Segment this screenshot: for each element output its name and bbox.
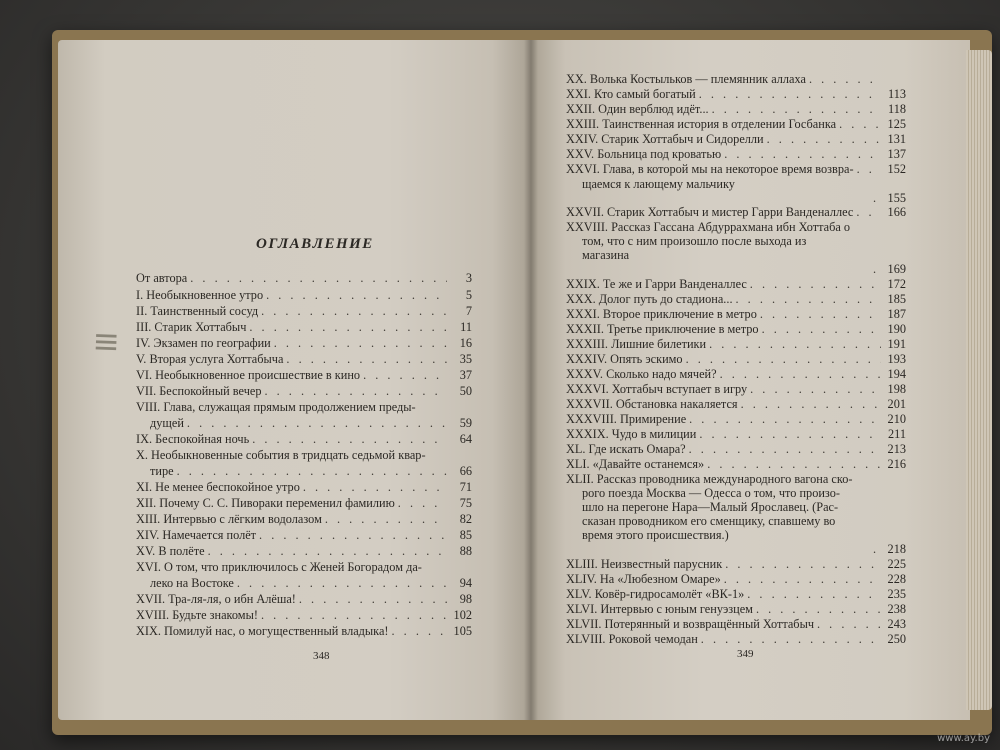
toc-title: ОГЛАВЛЕНИЕ bbox=[256, 236, 374, 252]
toc-entry: XLVIII. Роковой чемодан . . . 250 bbox=[566, 632, 906, 646]
toc-entry: дущей . . . 59 bbox=[150, 416, 472, 430]
toc-entry: XXX. Долог путь до стадиона... . . . 185 bbox=[566, 292, 906, 306]
page-number-right: 349 bbox=[737, 648, 754, 660]
toc-entry-line: XLII. Рассказ проводника международного вагона ско- bbox=[566, 472, 853, 486]
book-gutter bbox=[524, 40, 538, 720]
toc-entry-line: X. Необыкновенные события в тридцать седьмой квар- bbox=[136, 448, 426, 462]
toc-entry: XXIII. Таинственная история в отделении Госбанка . . . 125 bbox=[566, 117, 906, 131]
toc-entry: XXXVII. Обстановка накаляется . . . 201 bbox=[566, 397, 906, 411]
toc-entry: XIV. Намечается полёт . . . 85 bbox=[136, 528, 472, 542]
toc-entry-line: XVI. О том, что приключилось с Женей Богорадом да- bbox=[136, 560, 422, 574]
toc-entry: XXXIX. Чудо в милиции . . . 211 bbox=[566, 427, 906, 441]
toc-entry: XXV. Больница под кроватью . . . 137 bbox=[566, 147, 906, 161]
toc-entry-line: шло на перегоне Нара—Малый Ярославец. (Рас- bbox=[582, 500, 839, 514]
toc-entry: XIII. Интервью с лёгким водолазом . . . 82 bbox=[136, 512, 472, 526]
toc-entry: XXII. Один верблюд идёт... . . . 118 bbox=[566, 102, 906, 116]
toc-entry: . . . 169 bbox=[870, 262, 906, 276]
toc-entry: тире . . . 66 bbox=[150, 464, 472, 478]
toc-entry: II. Таинственный сосуд . . . 7 bbox=[136, 304, 472, 318]
toc-entry: . . . 155 bbox=[870, 191, 906, 205]
toc-entry: IV. Экзамен по географии . . . 16 bbox=[136, 336, 472, 350]
toc-entry: XII. Почему С. С. Пивораки переменил фамилию . . . 75 bbox=[136, 496, 472, 510]
toc-entry: . . . 218 bbox=[870, 542, 906, 556]
toc-entry: XLVI. Интервью с юным генуэзцем . . . 238 bbox=[566, 602, 906, 616]
toc-entry: XXXI. Второе приключение в метро . . . 187 bbox=[566, 307, 906, 321]
toc-entry: XXVI. Глава, в которой мы на некоторое время возвра- . . . 152 bbox=[566, 162, 906, 176]
toc-entry-line: щаемся к лающему мальчику bbox=[582, 177, 735, 191]
toc-entry-line: VIII. Глава, служащая прямым продолжением преды- bbox=[136, 400, 416, 414]
toc-entry: XV. В полёте . . . 88 bbox=[136, 544, 472, 558]
toc-entry: XVIII. Будьте знакомы! . . . 102 bbox=[136, 608, 472, 622]
page-number-left: 348 bbox=[313, 650, 330, 662]
toc-entry: XI. Не менее беспокойное утро . . . 71 bbox=[136, 480, 472, 494]
toc-entry: III. Старик Хоттабыч . . . 11 bbox=[136, 320, 472, 334]
toc-entry: V. Вторая услуга Хоттабыча . . . 35 bbox=[136, 352, 472, 366]
toc-entry: XVII. Тра-ля-ля, о ибн Алёша! . . . 98 bbox=[136, 592, 472, 606]
toc-entry: XIX. Помилуй нас, о могущественный владыка! . . . 105 bbox=[136, 624, 472, 638]
toc-entry: VII. Беспокойный вечер . . . 50 bbox=[136, 384, 472, 398]
toc-entry: XLIII. Неизвестный парусник . . . 225 bbox=[566, 557, 906, 571]
page-edges bbox=[966, 50, 992, 710]
toc-entry: XXIX. Те же и Гарри Ванденаллес . . . 172 bbox=[566, 277, 906, 291]
toc-entry: XXXIII. Лишние билетики . . . 191 bbox=[566, 337, 906, 351]
toc-entry: XXXVI. Хоттабыч вступает в игру . . . 198 bbox=[566, 382, 906, 396]
toc-entry-line: сказан проводником его сменщику, спавшему во bbox=[582, 514, 836, 528]
toc-entry: XXXVIII. Примирение . . . 210 bbox=[566, 412, 906, 426]
toc-entry: От автора . . . 3 bbox=[136, 271, 472, 285]
toc-entry: XXVII. Старик Хоттабыч и мистер Гарри Ванденаллес . . . 166 bbox=[566, 205, 906, 219]
watermark-text: www.ay.by bbox=[937, 733, 990, 744]
toc-entry-line: магазина bbox=[582, 248, 630, 262]
toc-entry: XLIV. На «Любезном Омаре» . . . 228 bbox=[566, 572, 906, 586]
toc-entry: XX. Волька Костыльков — племянник аллаха . . . bbox=[566, 72, 906, 86]
toc-entry: XXXII. Третье приключение в метро . . . 190 bbox=[566, 322, 906, 336]
toc-entry: VI. Необыкновенное происшествие в кино . . . 37 bbox=[136, 368, 472, 382]
toc-entry: леко на Востоке . . . 94 bbox=[150, 576, 472, 590]
toc-entry-line: том, что с ним произошло после выхода из bbox=[582, 234, 807, 248]
pencil-margin-note: III bbox=[90, 333, 124, 354]
toc-entry: XXXV. Сколько надо мячей? . . . 194 bbox=[566, 367, 906, 381]
toc-entry: XXIV. Старик Хоттабыч и Сидорелли . . . 131 bbox=[566, 132, 906, 146]
toc-entry: XLI. «Давайте останемся» . . . 216 bbox=[566, 457, 906, 471]
toc-entry-line: рого поезда Москва — Одесса о том, что произо- bbox=[582, 486, 840, 500]
toc-entry-line: время этого происшествия.) bbox=[582, 528, 729, 542]
toc-entry: XL. Где искать Омара? . . . 213 bbox=[566, 442, 906, 456]
toc-entry-line: XXVIII. Рассказ Гассана Абдуррахмана ибн Хоттаба о bbox=[566, 220, 851, 234]
toc-entry: XXXIV. Опять эскимо . . . 193 bbox=[566, 352, 906, 366]
toc-entry: I. Необыкновенное утро . . . 5 bbox=[136, 288, 472, 302]
toc-entry: XLV. Ковёр-гидросамолёт «ВК-1» . . . 235 bbox=[566, 587, 906, 601]
toc-entry: XXI. Кто самый богатый . . . 113 bbox=[566, 87, 906, 101]
toc-entry: XLVII. Потерянный и возвращённый Хоттабыч . . . 243 bbox=[566, 617, 906, 631]
toc-entry: IX. Беспокойная ночь . . . 64 bbox=[136, 432, 472, 446]
